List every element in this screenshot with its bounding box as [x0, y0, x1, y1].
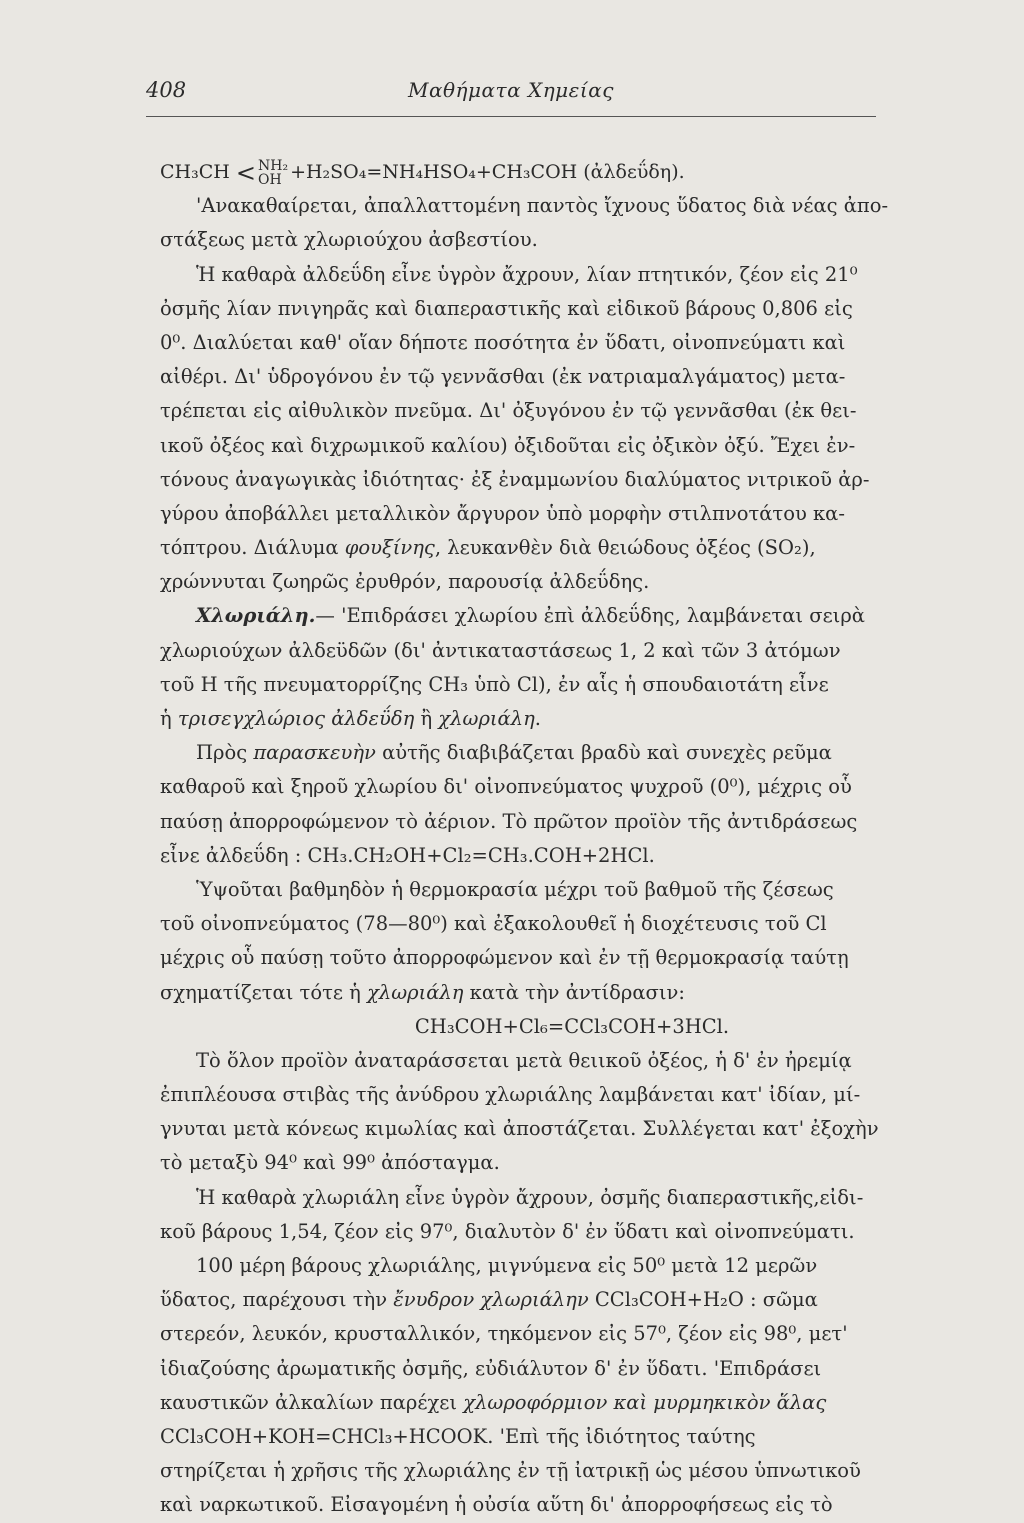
text-span: κατὰ τὴν ἀντίδρασιν: — [463, 980, 685, 1004]
text-line — [160, 1386, 984, 1420]
text-line: καὶ ναρκωτικοῦ. Εἰσαγομένη ἡ οὐσία αὕτη δι' ἀπορροφήσεως εἰς τὸ — [160, 1493, 833, 1517]
text-line: τρέπεται εἰς αἰθυλικὸν πνεῦμα. Δι' ὀξυγόνου ἐν τῷ γεννᾶσθαι (ἐκ θει- — [160, 399, 857, 423]
text-line — [160, 1283, 984, 1317]
formula-oh: OH — [257, 172, 282, 188]
text-line: τόνους ἀναγωγικὰς ἰδιότητας· ἐξ ἐναμμωνίου διαλύματος νιτρικοῦ ἀρ- — [160, 467, 870, 491]
text-span: CCl₃COH+H₂O : σῶμα — [588, 1288, 818, 1312]
text-line: γύρου ἀποβάλλει μεταλλικὸν ἄργυρον ὑπὸ μορφὴν στιλπνοτάτου κα- — [160, 501, 845, 525]
body-text — [160, 155, 984, 1523]
text-line: Ἡ καθαρὰ ἀλδεΰδη εἶνε ὑγρὸν ἄχρουν, λίαν πτητικόν, ζέον εἰς 21⁰ — [196, 262, 858, 286]
text-line — [160, 736, 984, 770]
formula-line — [160, 155, 984, 189]
text-line: ὀσμῆς λίαν πνιγηρᾶς καὶ διαπεραστικῆς καὶ εἰδικοῦ βάρους 0,806 εἰς — [160, 296, 853, 320]
text-line: τοῦ Η τῆς πνευματορρίζης CH₃ ὑπὸ Cl), ἐν αἷς ἡ σπουδαιοτάτη εἶνε — [160, 672, 829, 696]
italic-term: φουξίνης — [344, 536, 435, 560]
text-line: στερεόν, λευκόν, κρυσταλλικόν, τηκόμενον εἰς 57⁰, ζέον εἰς 98⁰, μετ' — [160, 1322, 848, 1346]
formula-fraction — [258, 159, 288, 187]
text-span: αὐτῆς διαβιβάζεται βραδὺ καὶ συνεχὲς ρεῦμα — [375, 741, 832, 765]
text-line: ικοῦ ὀξέος καὶ διχρωμικοῦ καλίου) ὀξιδοῦται εἰς ὀξικὸν ὀξύ. Ἔχει ἐν- — [160, 433, 856, 457]
text-line: γνυται μετὰ κόνεως κιμωλίας καὶ ἀποστάζεται. Συλλέγεται κατ' ἐξοχὴν — [160, 1117, 879, 1141]
text-line: καθαροῦ καὶ ξηροῦ χλωρίου δι' οἰνοπνεύματος ψυχροῦ (0⁰), μέχρις οὗ — [160, 775, 852, 799]
running-title: Μαθήματα Χημείας — [408, 78, 614, 102]
text-line: κοῦ βάρους 1,54, ζέον εἰς 97⁰, διαλυτὸν δ' ἐν ὕδατι καὶ οἰνοπνεύματι. — [160, 1219, 855, 1243]
text-line: εἶνε ἀλδεΰδη : CH₃.CH₂OH+Cl₂=CH₃.COH+2HCl. — [160, 843, 655, 867]
text-line: μέχρις οὗ παύσῃ τοῦτο ἀπορροφώμενον καὶ ἐν τῇ θερμοκρασίᾳ ταύτῃ — [160, 946, 849, 970]
text-line: τὸ μεταξὺ 94⁰ καὶ 99⁰ ἀπόσταγμα. — [160, 1151, 500, 1175]
text-line: τοῦ οἰνοπνεύματος (78—80⁰) καὶ ἐξακολουθεῖ ἡ διοχέτευσις τοῦ Cl — [160, 912, 827, 936]
section-heading-line — [160, 599, 984, 633]
formula-nh2: NH₂ — [257, 158, 289, 174]
equation-line: CH₃COH+Cl₆=CCl₃COH+3HCl. — [414, 1014, 730, 1038]
text-line — [160, 531, 984, 565]
text-span: τόπτρου. Διάλυμα — [160, 536, 345, 560]
formula-part: CH₃CH — [160, 161, 236, 183]
text-line: 'Ανακαθαίρεται, ἀπαλλαττομένη παντὸς ἴχνους ὕδατος διὰ νέας ἀπο- — [196, 194, 889, 218]
text-span: , λευκανθὲν διὰ θειώδους ὀξέος (SO₂), — [434, 536, 816, 560]
text-line: ἐπιπλέουσα στιβὰς τῆς ἀνύδρου χλωριάλης λαμβάνεται κατ' ἰδίαν, μί- — [160, 1083, 861, 1107]
text-span: σχηματίζεται τότε ἡ — [160, 980, 368, 1004]
text-line: χρώννυται ζωηρῶς ἐρυθρόν, παρουσίᾳ ἀλδεΰδης. — [160, 570, 650, 594]
italic-term: χλωροφόρμιον καὶ μυρμηκικὸν ἅλας — [463, 1390, 827, 1414]
text-line: Τὸ ὅλον προϊὸν ἀναταράσσεται μετὰ θειικοῦ ὀξέος, ἡ δ' ἐν ἠρεμίᾳ — [196, 1048, 852, 1072]
text-line: στηρίζεται ἡ χρῆσις τῆς χλωριάλης ἐν τῇ ἰατρικῇ ὡς μέσου ὑπνωτικοῦ — [160, 1459, 861, 1483]
italic-term: παρασκευὴν — [253, 741, 376, 765]
italic-term: χλωριάλη — [438, 707, 535, 730]
text-span: καυστικῶν ἀλκαλίων παρέχει — [160, 1390, 464, 1414]
text-line: 100 μέρη βάρους χλωριάλης, μιγνύμενα εἰς 50⁰ μετὰ 12 μερῶν — [196, 1254, 818, 1277]
text-line: ἰδιαζούσης ἀρωματικῆς ὀσμῆς, εὐδιάλυτον δ' ἐν ὕδατι. 'Επιδράσει — [160, 1356, 822, 1380]
text-line: χλωριούχων ἀλδεϋδῶν (δι' ἀντικαταστάσεως 1, 2 καὶ τῶν 3 ἀτόμων — [160, 638, 841, 662]
text-line: Ἡ καθαρὰ χλωριάλη εἶνε ὑγρὸν ἄχρουν, ὀσμῆς διαπεραστικῆς,εἰδι- — [196, 1185, 864, 1209]
formula-part: +H₂SO₄=NH₄HSO₄+CH₃COH (ἀλδεΰδη). — [290, 161, 685, 183]
text-line: Ὑψοῦται βαθμηδὸν ἡ θερμοκρασία μέχρι τοῦ βαθμοῦ τῆς ζέσεως — [196, 877, 834, 901]
text-line: αἰθέρι. Δι' ὑδρογόνου ἐν τῷ γεννᾶσθαι (ἐκ νατριαμαλγάματος) μετα- — [160, 365, 846, 389]
italic-term: ἔνυδρον χλωριάλην — [393, 1288, 589, 1312]
text-line: στάξεως μετὰ χλωριούχου ἀσβεστίου. — [160, 228, 538, 252]
page-number: 408 — [146, 78, 187, 102]
text-span: . — [534, 707, 541, 730]
page-header — [146, 72, 876, 112]
text-line: παύσῃ ἀπορροφώμενον τὸ ἀέριον. Τὸ πρῶτον προϊὸν τῆς ἀντιδράσεως — [160, 809, 858, 833]
text-line — [160, 976, 984, 1010]
text-span: ἢ — [414, 707, 439, 730]
formula-bracket: < — [235, 158, 256, 187]
text-line: 0⁰. Διαλύεται καθ' οἵαν δήποτε ποσότητα ἐν ὕδατι, οἰνοπνεύματι καὶ — [160, 330, 846, 354]
italic-term: τρισεγχλώριος ἀλδεΰδη — [177, 707, 415, 730]
text-span: Πρὸς — [196, 741, 254, 765]
text-line: CCl₃COH+KOH=CHCl₃+HCOOK. 'Επὶ τῆς ἰδιότητος ταύτης — [160, 1424, 756, 1448]
text-span: ἡ — [160, 707, 178, 730]
text-line — [160, 702, 984, 736]
header-rule — [146, 116, 876, 117]
section-heading: Χλωριάλη. — [196, 604, 316, 628]
text-span: — 'Επιδράσει χλωρίου ἐπὶ ἀλδεΰδης, λαμβάνεται σειρὰ — [315, 604, 865, 628]
text-span: ὕδατος, παρέχουσι τὴν — [160, 1288, 394, 1312]
italic-term: χλωριάλη — [367, 980, 464, 1004]
